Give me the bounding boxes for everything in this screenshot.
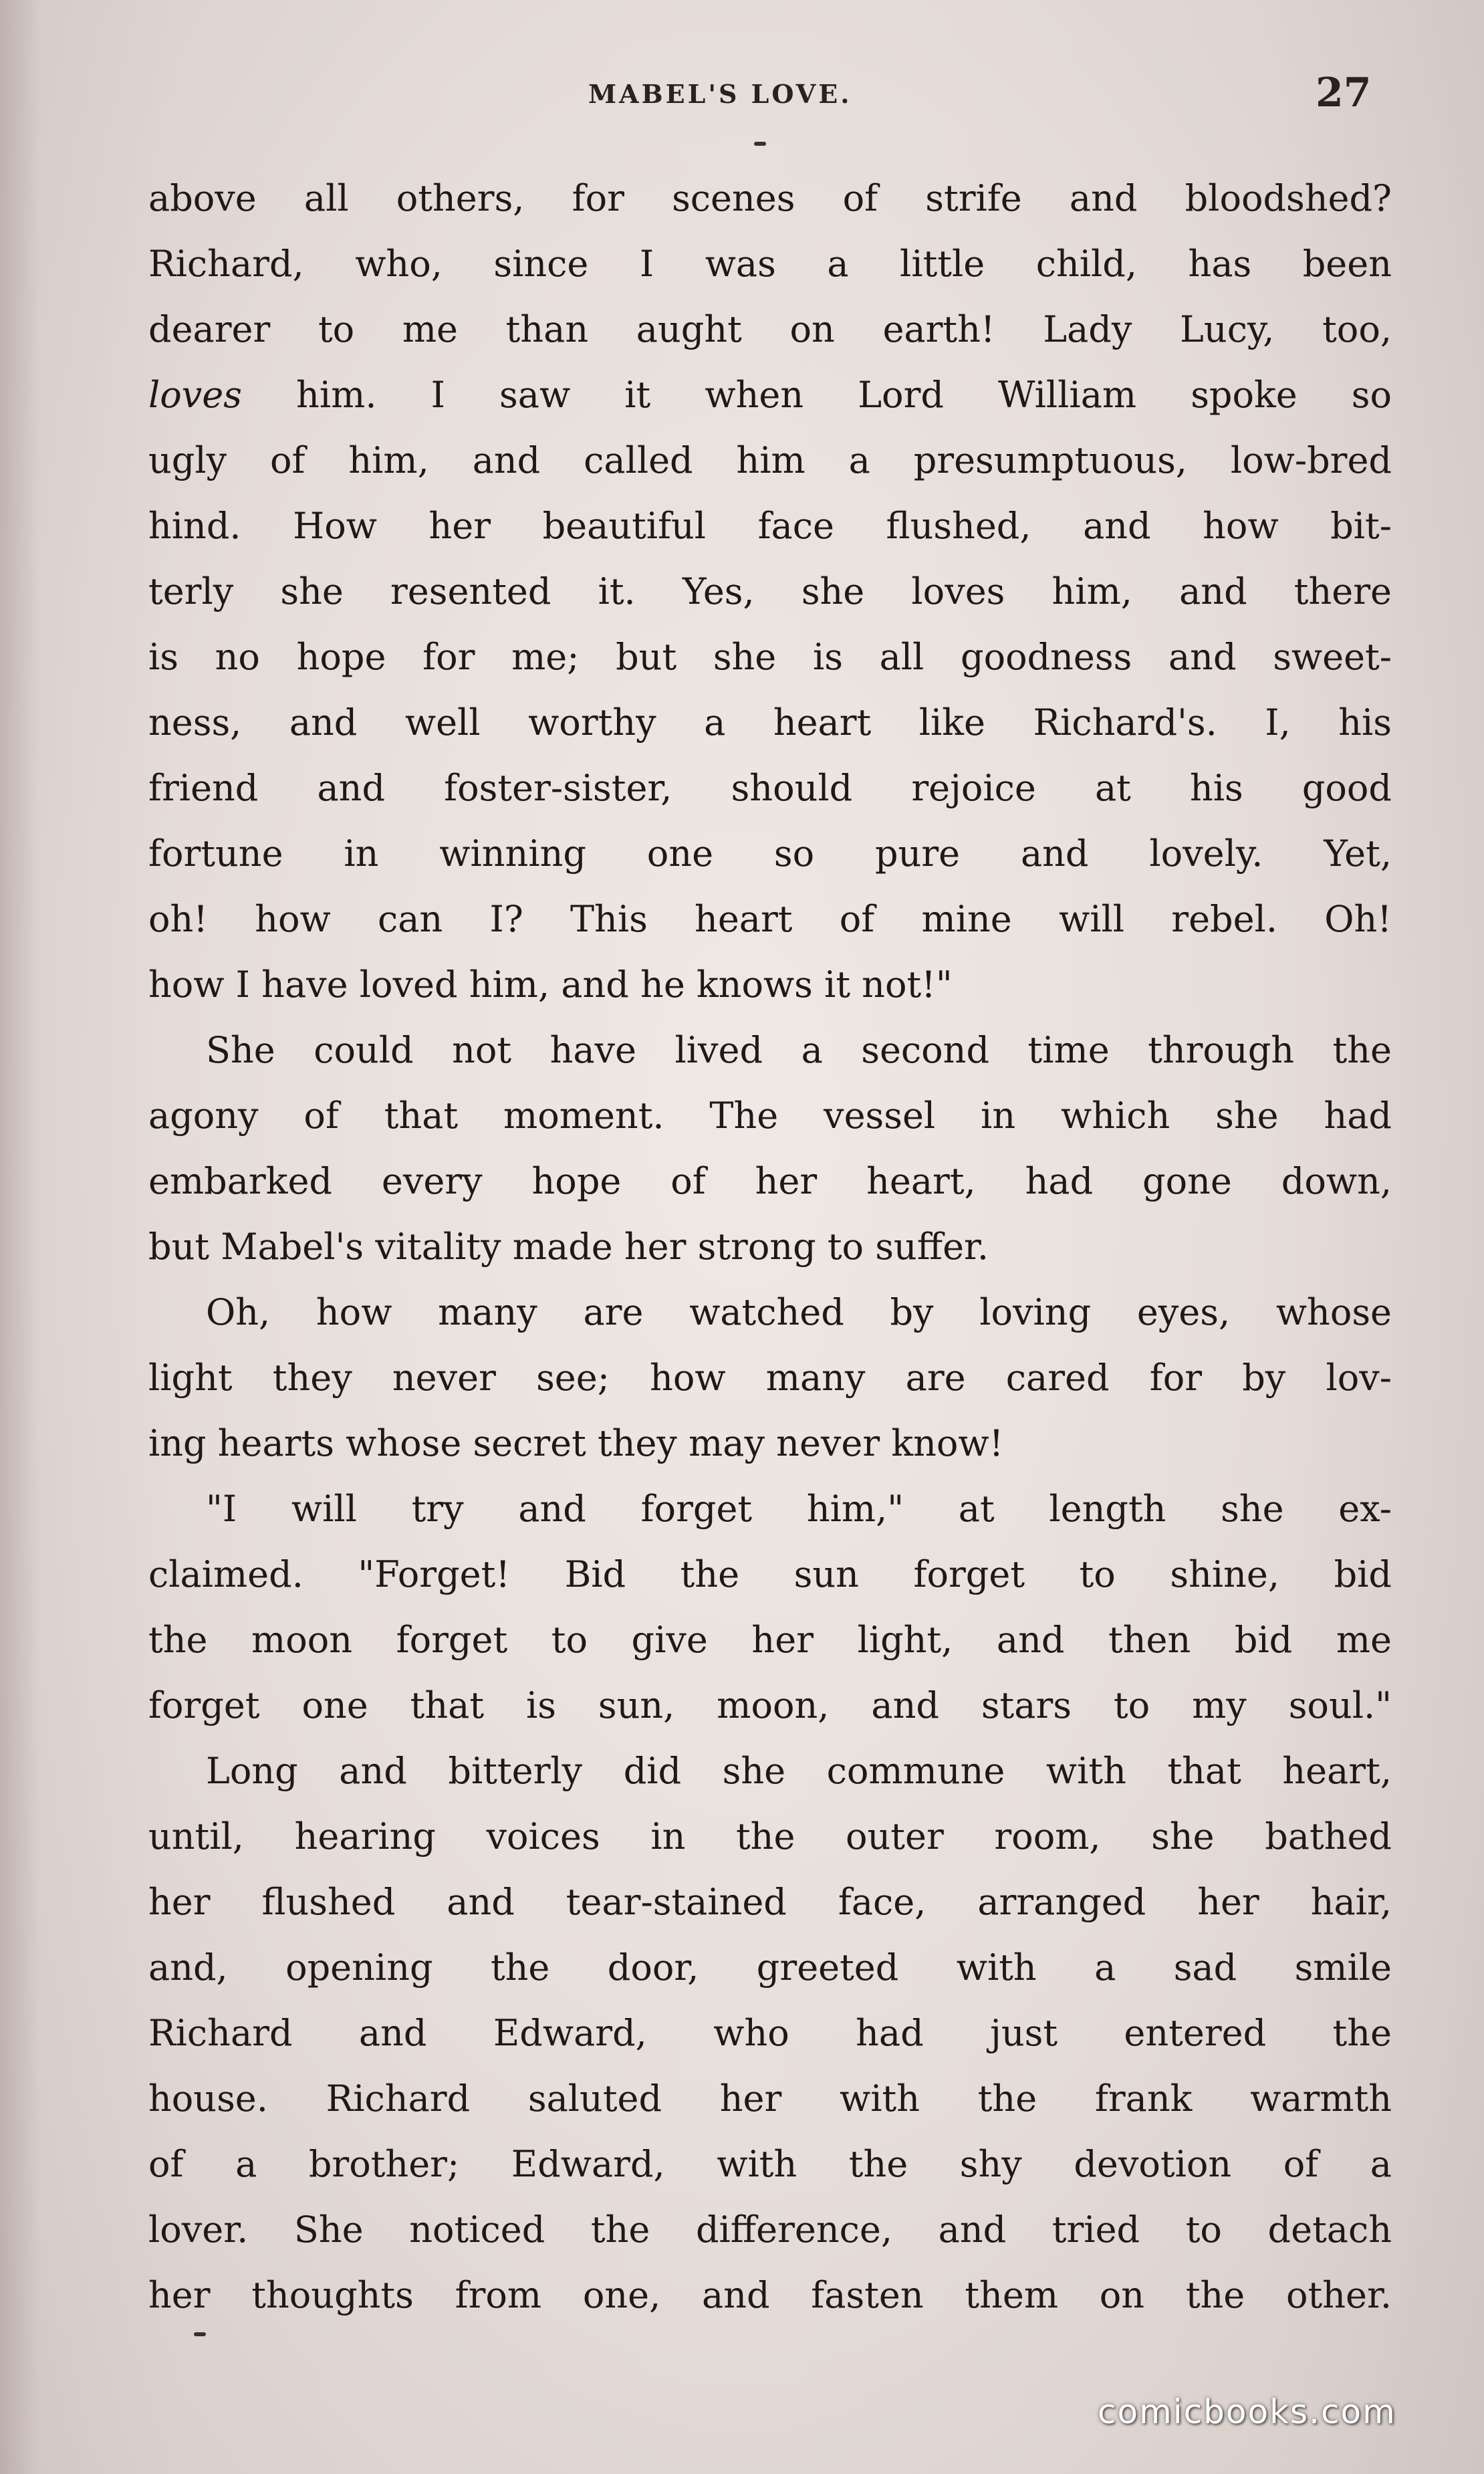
page-header — [0, 70, 1484, 122]
text-line: agony of that moment. The vessel in which she had — [148, 1095, 1392, 1137]
text-line: fortune in winning one so pure and lovely. Yet, — [148, 832, 1392, 875]
text-line: her thoughts from one, and fasten them on the other. — [148, 2274, 1392, 2316]
text-line: her flushed and tear-stained face, arranged her hair, — [148, 1881, 1392, 1923]
text-line: hind. How her beautiful face flushed, and how bit- — [148, 505, 1392, 547]
page-number: 27 — [1316, 70, 1372, 116]
printer-mark-bottom — [194, 2332, 206, 2336]
text-line: Long and bitterly did she commune with that heart, — [206, 1750, 1392, 1792]
text-line: claimed. "Forget! Bid the sun forget to shine, bid — [148, 1553, 1392, 1595]
text-line: embarked every hope of her heart, had gone down, — [148, 1160, 1392, 1202]
emphasis-loves: loves — [148, 374, 242, 416]
text-line: "I will try and forget him," at length she ex- — [206, 1488, 1392, 1530]
text-line: terly she resented it. Yes, she loves him, and there — [148, 570, 1392, 612]
text-line: the moon forget to give her light, and then bid me — [148, 1619, 1392, 1661]
running-head: MABEL'S LOVE. — [588, 79, 852, 109]
text-line: how I have loved him, and he knows it not!" — [148, 964, 953, 1006]
text-line: oh! how can I? This heart of mine will rebel. Oh! — [148, 898, 1392, 940]
text-line: above all others, for scenes of strife and bloodshed? — [148, 177, 1392, 219]
text-line: Richard and Edward, who had just entered the — [148, 2012, 1392, 2054]
text-line: loves him. I saw it when Lord William spoke so — [148, 374, 1392, 416]
text-line: ness, and well worthy a heart like Richard's. I, his — [148, 701, 1392, 744]
text-line: forget one that is sun, moon, and stars to my soul." — [148, 1684, 1392, 1726]
text-line: ugly of him, and called him a presumptuous, low-bred — [148, 439, 1392, 481]
text-line: dearer to me than aught on earth! Lady Lucy, too, — [148, 308, 1392, 350]
printer-mark-top — [754, 142, 766, 146]
text-line: ing hearts whose secret they may never know! — [148, 1422, 1004, 1464]
text-line: until, hearing voices in the outer room, she bathed — [148, 1815, 1392, 1858]
body-text — [148, 166, 1392, 2328]
text-line: light they never see; how many are cared for by lov- — [148, 1357, 1392, 1399]
text-line: house. Richard saluted her with the frank warmth — [148, 2077, 1392, 2120]
text-line: lover. She noticed the difference, and tried to detach — [148, 2209, 1392, 2251]
text-line: Richard, who, since I was a little child, has been — [148, 243, 1392, 285]
text-line: is no hope for me; but she is all goodness and sweet- — [148, 636, 1392, 678]
spine-shadow — [0, 0, 40, 2474]
watermark: comicbooks.com — [1098, 2392, 1396, 2431]
text-line: friend and foster-sister, should rejoice at his good — [148, 767, 1392, 809]
text-line: and, opening the door, greeted with a sad smile — [148, 1946, 1392, 1989]
text-line: Oh, how many are watched by loving eyes, whose — [206, 1291, 1392, 1333]
text-line: but Mabel's vitality made her strong to suffer. — [148, 1226, 989, 1268]
text-line: of a brother; Edward, with the shy devotion of a — [148, 2143, 1392, 2185]
text-line: She could not have lived a second time through the — [206, 1029, 1392, 1071]
